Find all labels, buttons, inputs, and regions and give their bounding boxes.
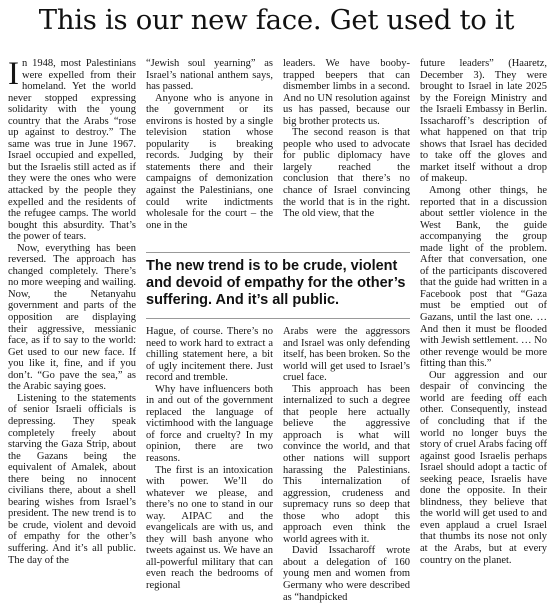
paragraph: Hague, of course. There’s no need to work hard to extract a chilling statement here, a bit of ugly incitement there. Just record and tremble. <box>146 326 273 384</box>
paragraph: Anyone who is anyone in the government or its environs is hosted by a single television station whose popularity is breaking records. Judging by their statements there and their campaigns of demonization against the Palestinians, one could write indictments wholesale for the court – the one in the <box>146 92 273 231</box>
paragraph: “Jewish soul yearning” as Israel’s national anthem says, has passed. <box>146 58 273 93</box>
paragraph: Our aggression and our despair of convincing the world are feeding off each other. Consequently, instead of concluding that if the world no longer buys the story of cruel Arabs facing off against good Israelis perhaps Israel should adopt a tactic of seeking peace, Israelis have done the opposite. In their blindness, they believe that the world will get used to and even applaud a cruel Israel that thumbs its nose not only at the Arabs, but at every country on the planet. <box>420 369 547 566</box>
column-3-bottom <box>283 326 410 603</box>
column-3-top <box>283 58 410 238</box>
column-2-top <box>146 58 273 238</box>
column-4 <box>420 58 547 594</box>
paragraph: Listening to the statements of senior Israeli officials is depressing. They speak completely freely about starving the Gaza Strip, about the Gazans being the equivalent of Amalek, about there being no innocent civilians there, about a shell bearing wishes from Israel’s president. The new trend is to be crude, violent and devoid of empathy for the other’s suffering. And it’s all public. The day of the <box>8 392 136 566</box>
paragraph <box>8 58 136 243</box>
paragraph: David Issacharoff wrote about a delegation of 160 young men and women from Germany who were described as “handpicked <box>283 545 410 603</box>
pull-quote-divider <box>146 318 410 319</box>
paragraph: Arabs were the aggressors and Israel was only defending itself, has been broken. So the world will get used to Israel’s cruel face. <box>283 326 410 384</box>
column-1 <box>8 58 136 594</box>
paragraph: The second reason is that people who used to advocate for public diplomacy have largely reached the conclusion that there’s no chance of Israel convincing the world that is in the right. The old view, that the <box>283 127 410 220</box>
pull-quote: The new trend is to be crude, violent and devoid of empathy for the other’s suffering. And it’s all public. <box>146 252 410 309</box>
column-2-bottom <box>146 326 273 594</box>
drop-cap: I <box>8 56 19 92</box>
paragraph: Why have influencers both in and out of the government replaced the language of victimhood with the language of force and cruelty? In my opinion, there are two reasons. <box>146 383 273 465</box>
paragraph-text: n 1948, most Palestinians were expelled from their homeland. Yet the world never stopped expressing solidarity with the young country that the Arabs “rose up against to destroy.” The same was true in June 1967. Israel occupied and expelled, but the Israelis still acted as if they were the ones who were attacked by the people they expelled and the residents of the refugee camps. The world bought this absurdity. That’s the power of tears. <box>8 58 136 243</box>
paragraph: Among other things, he reported that in a discussion about settler violence in the West Bank, the guide accompanying the group made light of the problem. After that conversation, one of the participants discovered that the guide had written in a Facebook post that “Gaza must be emptied out of Gazans, until the last one. … And then it must be flooded with Jewish settlement. … No other revenge would be more fitting than this.” <box>420 185 547 370</box>
paragraph: Now, everything has been reversed. The approach has changed completely. There’s no more weeping and wailing. Now, the Netanyahu government and parts of the opposition are displaying their aggressive, messianic face, as if to say to the world: Get used to our new face. If you like it, fine, and if you don’t. “Go pave the sea,” as the Arabic saying goes. <box>8 242 136 393</box>
paragraph: This approach has been internalized to such a degree that people here actually believe the aggressive approach is what will convince the world, and that other nations will support harassing the Palestinians. This internalization of aggression, crudeness and supremacy runs so deep that those who adopt this approach even think the world agrees with it. <box>283 383 410 545</box>
headline: This is our new face. Get used to it <box>38 4 515 36</box>
paragraph: The first is an intoxication with power. We’ll do whatever we please, and there’s no one to stand in our way. AIPAC and the evangelicals are with us, and they will bash anyone who tweets against us. We have an all-powerful military that can even reach the bedrooms of regional <box>146 464 273 592</box>
paragraph: leaders. We have booby-trapped beepers that can dismember limbs in a second. And no UN resolution against us has passed, because our big brother protects us. <box>283 58 410 127</box>
paragraph: future leaders” (Haaretz, December 3). They were brought to Israel in late 2025 by the Foreign Ministry and the Israeli Embassy in Berlin. Issacharoff’s description of what happened on that trip shows that Israel has decided to take off the gloves and market itself without a drop of makeup. <box>420 58 547 185</box>
